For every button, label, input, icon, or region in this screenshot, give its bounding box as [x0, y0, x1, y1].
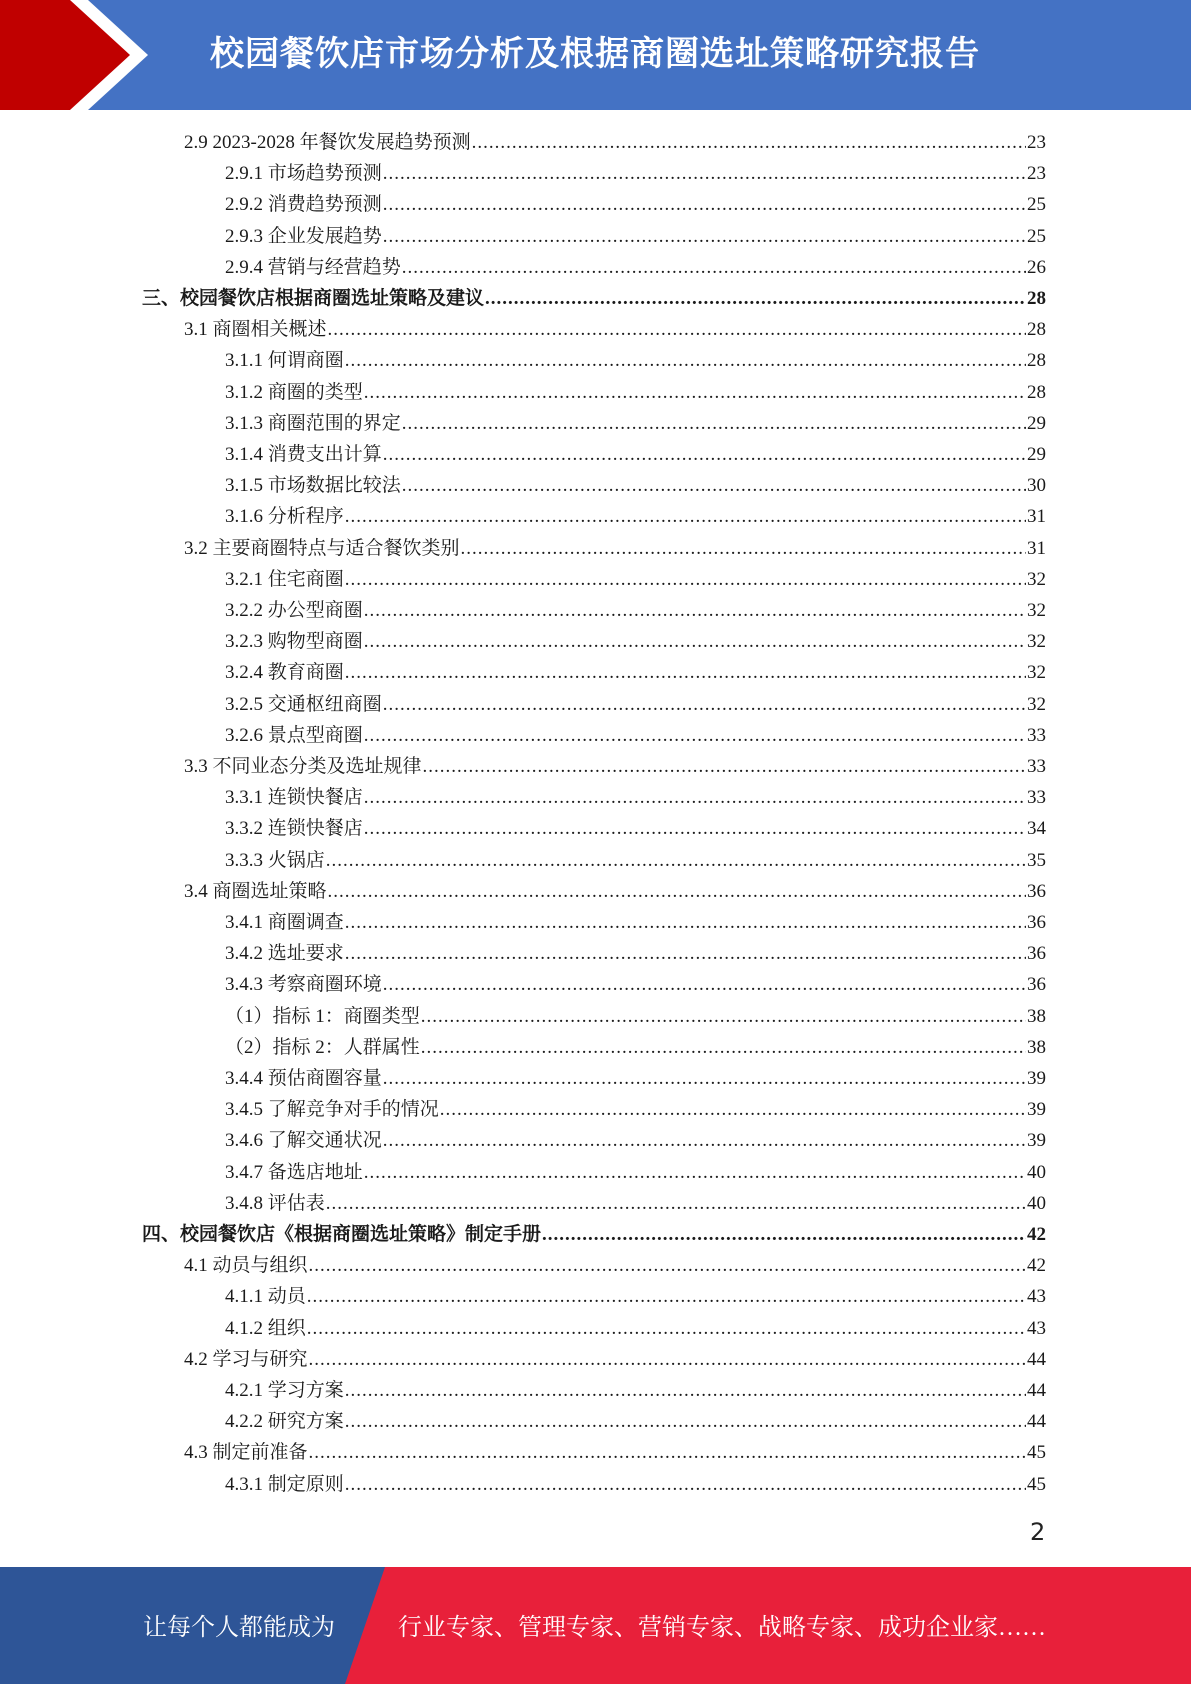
toc-entry-page: 32 [1027, 600, 1046, 621]
toc-entry-page: 25 [1027, 225, 1046, 247]
toc-entry-label: 3.3.1 连锁快餐店 [225, 787, 363, 809]
toc-entry-label: 3.4.3 考察商圈环境 [225, 974, 382, 996]
toc-entry-page: 34 [1027, 818, 1046, 840]
footer-slogan-right: 行业专家、管理专家、营销专家、战略专家、成功企业家…… [398, 1615, 1046, 1641]
toc-entry-label: 4.3 制定前准备 [184, 1442, 308, 1464]
toc-leader-dots [326, 1188, 1026, 1219]
toc-entry[interactable] [225, 969, 1046, 1000]
toc-entry-label: 4.2.1 学习方案 [225, 1380, 344, 1401]
toc-entry[interactable] [225, 439, 1046, 470]
toc-entry-label: 2.9.4 营销与经营趋势 [225, 256, 401, 278]
toc-leader-dots [383, 969, 1026, 1000]
toc-entry-label: 3.1.2 商圈的类型 [225, 381, 363, 403]
toc-leader-dots [345, 564, 1026, 595]
toc-entry[interactable] [225, 720, 1046, 751]
toc-entry-page: 28 [1027, 288, 1046, 309]
toc-entry-page: 23 [1027, 163, 1046, 185]
toc-entry-label: 3.1.1 何谓商圈 [225, 350, 344, 372]
toc-entry[interactable] [225, 689, 1046, 720]
toc-entry-page: 38 [1027, 1005, 1046, 1027]
toc-entry-page: 43 [1027, 1317, 1046, 1339]
toc-entry-label: 3.4.7 备选店地址 [225, 1161, 363, 1183]
toc-leader-dots [383, 221, 1026, 252]
toc-entry-label: 4.1.2 组织 [225, 1317, 306, 1339]
page-footer [0, 1567, 1191, 1684]
toc-entry-page: 40 [1027, 1161, 1046, 1183]
toc-leader-dots [383, 689, 1026, 720]
toc-entry[interactable] [225, 845, 1046, 876]
toc-entry[interactable] [225, 189, 1046, 220]
toc-entry[interactable] [225, 377, 1046, 408]
toc-entry-page: 36 [1027, 912, 1046, 933]
toc-entry-label: 3.3.3 火锅店 [225, 849, 325, 871]
toc-entry[interactable] [225, 501, 1046, 532]
toc-leader-dots [345, 907, 1026, 938]
toc-entry[interactable] [184, 751, 1046, 782]
toc-entry-label: 2.9.3 企业发展趋势 [225, 225, 382, 247]
toc-entry-label: 四、校园餐饮店《根据商圈选址策略》制定手册 [142, 1224, 542, 1245]
toc-entry-label: 4.2.2 研究方案 [225, 1411, 344, 1433]
toc-entry[interactable] [184, 127, 1046, 158]
toc-entry[interactable] [225, 1406, 1046, 1437]
toc-entry-page: 29 [1027, 412, 1046, 434]
toc-entry[interactable] [225, 813, 1046, 844]
toc-entry[interactable] [225, 564, 1046, 595]
toc-entry[interactable] [184, 1344, 1046, 1375]
toc-entry-label: 4.1.1 动员 [225, 1286, 306, 1308]
toc-leader-dots [383, 1125, 1026, 1156]
toc-entry-label: 3.1.3 商圈范围的界定 [225, 412, 401, 434]
toc-entry-page: 30 [1027, 475, 1046, 497]
toc-entry-label: 3.2.4 教育商圈 [225, 662, 344, 684]
toc-entry-label: 3.1 商圈相关概述 [184, 319, 327, 341]
toc-entry[interactable] [184, 1250, 1046, 1281]
toc-entry[interactable] [225, 470, 1046, 501]
toc-entry-page: 32 [1027, 693, 1046, 715]
toc-entry-page: 32 [1027, 568, 1046, 590]
toc-leader-dots [383, 439, 1026, 470]
toc-leader-dots [345, 657, 1026, 688]
toc-entry-label: 3.1.6 分析程序 [225, 506, 344, 528]
toc-entry-page: 40 [1027, 1192, 1046, 1214]
toc-entry-page: 28 [1027, 319, 1046, 341]
toc-entry[interactable] [225, 158, 1046, 189]
toc-entry-page: 35 [1027, 849, 1046, 871]
toc-entry-label: 3.3 不同业态分类及选址规律 [184, 756, 422, 777]
toc-entry-label: 3.2.6 景点型商圈 [225, 724, 363, 746]
toc-entry-page: 28 [1027, 381, 1046, 403]
toc-leader-dots [307, 1281, 1026, 1312]
toc-entry[interactable] [225, 408, 1046, 439]
toc-entry[interactable] [225, 1125, 1046, 1156]
toc-leader-dots [383, 1063, 1026, 1094]
toc-entry-label: （2）指标 2：人群属性 [225, 1036, 420, 1058]
toc-entry-page: 32 [1027, 662, 1046, 684]
toc-entry[interactable] [225, 1375, 1046, 1406]
toc-entry-page: 36 [1027, 943, 1046, 965]
toc-entry[interactable] [225, 1094, 1046, 1125]
toc-entry-page: 36 [1027, 974, 1046, 996]
toc-entry-page: 31 [1027, 537, 1046, 559]
toc-leader-dots [309, 1344, 1026, 1375]
toc-entry-label: 3.2.2 办公型商圈 [225, 600, 363, 621]
toc-entry-page: 39 [1027, 1099, 1046, 1121]
toc-entry[interactable] [184, 1437, 1046, 1468]
toc-entry-page: 31 [1027, 506, 1046, 528]
toc-entry[interactable] [225, 252, 1046, 283]
toc-entry[interactable] [142, 1219, 1046, 1250]
toc-entry[interactable] [225, 221, 1046, 252]
toc-entry-page: 44 [1027, 1380, 1046, 1401]
toc-entry-label: 3.1.5 市场数据比较法 [225, 475, 401, 497]
toc-entry-page: 45 [1027, 1442, 1046, 1464]
toc-leader-dots [383, 158, 1026, 189]
toc-entry-label: 3.4.4 预估商圈容量 [225, 1068, 382, 1089]
toc-entry-page: 29 [1027, 444, 1046, 465]
toc-entry[interactable] [225, 345, 1046, 376]
toc-entry-page: 26 [1027, 256, 1046, 278]
toc-entry-page: 33 [1027, 724, 1046, 746]
toc-entry-label: 3.2.3 购物型商圈 [225, 631, 363, 653]
toc-entry-page: 33 [1027, 787, 1046, 809]
toc-leader-dots [364, 813, 1026, 844]
toc-entry-label: 3.4.8 评估表 [225, 1192, 325, 1214]
toc-leader-dots [345, 1375, 1026, 1406]
toc-leader-dots [421, 1032, 1026, 1063]
toc-leader-dots [485, 283, 1026, 314]
toc-leader-dots [345, 1406, 1026, 1437]
toc-entry-page: 43 [1027, 1286, 1046, 1308]
toc-leader-dots [402, 252, 1026, 283]
toc-entry-label: （1）指标 1：商圈类型 [225, 1005, 420, 1027]
toc-entry-page: 25 [1027, 194, 1046, 216]
toc-leader-dots [402, 408, 1026, 439]
page-number: 2 [1030, 1518, 1046, 1546]
toc-leader-dots [461, 533, 1026, 564]
toc-entry[interactable] [184, 314, 1046, 345]
toc-leader-dots [328, 314, 1026, 345]
toc-entry[interactable] [184, 533, 1046, 564]
toc-entry-label: 3.4.2 选址要求 [225, 943, 344, 965]
toc-entry[interactable] [225, 626, 1046, 657]
toc-entry-label: 2.9.1 市场趋势预测 [225, 163, 382, 185]
toc-entry[interactable] [225, 1001, 1046, 1032]
toc-entry-page: 32 [1027, 631, 1046, 653]
toc-entry[interactable] [225, 1469, 1046, 1500]
toc-leader-dots [345, 1469, 1026, 1500]
toc-entry-page: 45 [1027, 1473, 1046, 1495]
toc-entry[interactable] [225, 782, 1046, 813]
toc-leader-dots [364, 595, 1026, 626]
toc-entry-label: 4.1 动员与组织 [184, 1255, 308, 1277]
toc-leader-dots [345, 345, 1026, 376]
toc-leader-dots [345, 501, 1026, 532]
toc-entry-label: 2.9 2023-2028 年餐饮发展趋势预测 [184, 132, 471, 153]
toc-leader-dots [440, 1094, 1026, 1125]
toc-entry[interactable] [225, 1157, 1046, 1188]
toc-entry[interactable] [184, 876, 1046, 907]
toc-entry[interactable] [225, 1281, 1046, 1312]
toc-entry-page: 39 [1027, 1068, 1046, 1089]
toc-entry-label: 三、校园餐饮店根据商圈选址策略及建议 [142, 288, 485, 309]
toc-leader-dots [364, 720, 1026, 751]
toc-entry-label: 4.2 学习与研究 [184, 1348, 308, 1370]
toc-entry[interactable] [225, 657, 1046, 688]
toc-leader-dots [402, 470, 1026, 501]
footer-slogan-left: 让每个人都能成为 [143, 1615, 335, 1641]
toc-leader-dots [383, 189, 1026, 220]
toc-leader-dots [364, 377, 1026, 408]
toc-entry-label: 3.4.6 了解交通状况 [225, 1130, 382, 1152]
toc-entry[interactable] [225, 938, 1046, 969]
toc-entry-page: 23 [1027, 132, 1046, 153]
toc-entry-label: 3.2.1 住宅商圈 [225, 568, 344, 590]
toc-entry[interactable] [225, 1188, 1046, 1219]
toc-entry[interactable] [225, 1032, 1046, 1063]
toc-entry-page: 42 [1027, 1224, 1046, 1245]
toc-entry-page: 44 [1027, 1411, 1046, 1433]
toc-leader-dots [309, 1437, 1026, 1468]
toc-entry-page: 38 [1027, 1036, 1046, 1058]
toc-leader-dots [421, 1001, 1026, 1032]
toc-leader-dots [345, 938, 1026, 969]
toc-leader-dots [423, 751, 1026, 782]
toc-leader-dots [364, 626, 1026, 657]
toc-entry-page: 44 [1027, 1348, 1046, 1370]
toc-entry-page: 36 [1027, 880, 1046, 902]
toc-entry-page: 42 [1027, 1255, 1046, 1277]
toc-entry-page: 33 [1027, 756, 1046, 777]
toc-entry[interactable] [225, 595, 1046, 626]
toc-leader-dots [307, 1313, 1026, 1344]
toc-entry[interactable] [225, 907, 1046, 938]
toc-entry-page: 39 [1027, 1130, 1046, 1152]
toc-entry-label: 3.1.4 消费支出计算 [225, 444, 382, 465]
toc-entry[interactable] [225, 1313, 1046, 1344]
toc-entry-label: 3.3.2 连锁快餐店 [225, 818, 363, 840]
toc-leader-dots [328, 876, 1026, 907]
toc-entry-label: 4.3.1 制定原则 [225, 1473, 344, 1495]
toc-leader-dots [364, 782, 1026, 813]
toc-entry-label: 3.4 商圈选址策略 [184, 880, 327, 902]
toc-entry[interactable] [142, 283, 1046, 314]
toc-entry-label: 3.2.5 交通枢纽商圈 [225, 693, 382, 715]
toc-leader-dots [542, 1219, 1026, 1250]
toc-entry[interactable] [225, 1063, 1046, 1094]
document-title: 校园餐饮店市场分析及根据商圈选址策略研究报告 [210, 34, 980, 74]
page-header [0, 0, 1191, 110]
toc-entry-label: 3.2 主要商圈特点与适合餐饮类别 [184, 537, 460, 559]
toc-entry-label: 3.4.5 了解竞争对手的情况 [225, 1099, 439, 1121]
toc-leader-dots [364, 1157, 1026, 1188]
toc-entry-label: 2.9.2 消费趋势预测 [225, 194, 382, 216]
toc-entry-page: 28 [1027, 350, 1046, 372]
toc-leader-dots [309, 1250, 1026, 1281]
toc-entry-label: 3.4.1 商圈调查 [225, 912, 344, 933]
toc-leader-dots [472, 127, 1026, 158]
toc-leader-dots [326, 845, 1026, 876]
